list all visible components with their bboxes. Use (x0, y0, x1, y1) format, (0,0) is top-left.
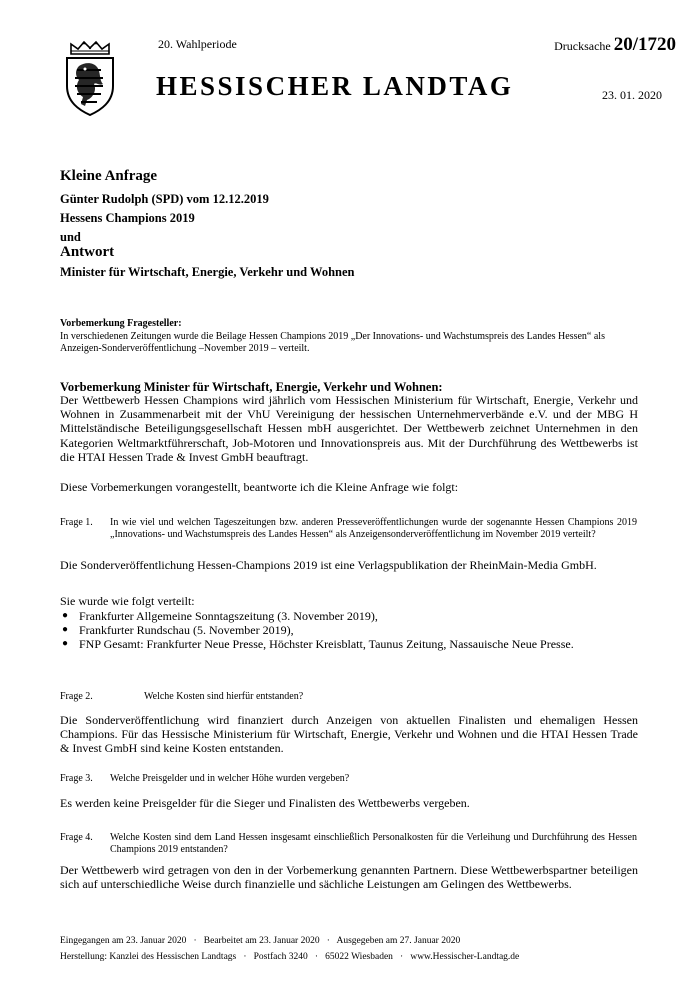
frage1-text: In wie viel und welchen Tageszeitungen bzw. anderen Presseveröffentlichungen wurde der sogenannte Hessen Champions 2019 „Innovations- und Wachstumspreis des Landes Hessen“ als Anzeigensonderveröffentlichung im November 2019 verteilt? (110, 517, 637, 540)
title-antwort: Antwort (60, 244, 115, 260)
frage1-answer: Die Sonderveröffentlichung Hessen-Champions 2019 ist eine Verlagspublikation der RheinMain-Media GmbH. (60, 558, 597, 572)
title-kleine-anfrage: Kleine Anfrage (60, 168, 158, 184)
title-minister: Minister für Wirtschaft, Energie, Verkehr und Wohnen (60, 265, 355, 279)
drucksache-label: Drucksache (554, 39, 611, 53)
vorbemerkung-fragesteller-heading: Vorbemerkung Fragesteller: (60, 318, 182, 329)
frage2-label: Frage 2. (60, 691, 93, 702)
title-subject: Hessens Champions 2019 (60, 211, 195, 225)
vorbemerkung-minister-heading: Vorbemerkung Minister für Wirtschaft, Energie, Verkehr und Wohnen: (60, 380, 443, 394)
list-item: ● Frankfurter Allgemeine Sonntagszeitung (3. November 2019), (62, 609, 378, 623)
frage1-answer-intro: Sie wurde wie folgt verteilt: (60, 594, 195, 608)
drucksache-num: 20/1720 (613, 34, 676, 55)
footer-dates: Eingegangen am 23. Januar 2020 · Bearbeitet am 23. Januar 2020 · Ausgegeben am 27. Januar 2020 (60, 936, 461, 946)
frage3-text: Welche Preisgelder und in welcher Höhe wurden vergeben? (110, 773, 350, 784)
hessen-coat-of-arms-icon (63, 40, 117, 116)
title-und: und (60, 230, 81, 244)
frage4-text: Welche Kosten sind dem Land Hessen insgesamt einschließlich Personalkosten für die Verleihung und Durchführung des Hessen Champions 2019 entstanden? (110, 832, 637, 855)
bullet-icon: ● (62, 610, 69, 621)
frage1-label: Frage 1. (60, 517, 93, 528)
frage4-label: Frage 4. (60, 832, 93, 843)
list-item: ● Frankfurter Rundschau (5. November 2019), (62, 623, 294, 638)
frage2-text: Welche Kosten sind hierfür entstanden? (144, 691, 304, 702)
document-masthead: HESSISCHER LANDTAG (156, 71, 514, 101)
intro-text: Diese Vorbemerkungen vorangestellt, beantworte ich die Kleine Anfrage wie folgt: (60, 480, 459, 494)
wahlperiode-label: 20. Wahlperiode (158, 37, 237, 51)
vorbemerkung-fragesteller-text: In verschiedenen Zeitungen wurde die Beilage Hessen Champions 2019 „Der Innovations- und Wachstumspreis des Landes Hessen“ als Anzeigen-Sonderveröffentlichung –November 2019 – verteilt. (60, 331, 605, 354)
bullet-icon: ● (62, 624, 69, 636)
frage2-answer: Die Sonderveröffentlichung wird finanziert durch Anzeigen von aktuellen Finalisten und ehemaligen Hessen Champions. Für das Hessische Ministerium für Wirtschaft, Energie, Verkehr und Wohnen und die HTAI Hessen Trade & Invest GmbH sind keine Kosten entstanden. (60, 713, 638, 756)
distribution-list (60, 609, 638, 652)
frage3-label: Frage 3. (60, 773, 93, 784)
title-author: Günter Rudolph (SPD) vom 12.12.2019 (60, 192, 269, 206)
footer-imprint: Herstellung: Kanzlei des Hessischen Landtags · Postfach 3240 · 65022 Wiesbaden · www.Hessischer-Landtag.de (60, 952, 520, 962)
bullet-icon: ● (62, 638, 69, 650)
vorbemerkung-minister-text: Der Wettbewerb Hessen Champions wird jährlich vom Hessischen Ministerium für Wirtschaft, Energie, Verkehr und Wohnen in Zusammenarbeit mit der VhU Vereinigung der hessischen Unternehmerverbände e.V. und der MBG H Mittelständische Beteiligungsgesellschaft Hessen mbH ausgerichtet. Der Wettbewerb zeichnet Unternehmen in den Kategorien Weltmarktführerschaft, Job-Motoren und Innovationspreis aus. Mit der Durchführung des Wettbewerbs ist die HTAI Hessen Trade & Invest GmbH beauftragt. (60, 393, 638, 464)
frage3-answer: Es werden keine Preisgelder für die Sieger und Finalisten des Wettbewerbs vergeben. (60, 796, 470, 810)
drucksache-number (554, 34, 676, 56)
list-item: ● FNP Gesamt: Frankfurter Neue Presse, Höchster Kreisblatt, Taunus Zeitung, Nassauische Neue Presse. (62, 637, 574, 652)
frage4-answer: Der Wettbewerb wird getragen von den in der Vorbemerkung genannten Partnern. Diese Wettbewerbspartner beteiligen sich auf unterschiedliche Weise durch finanzielle und sächliche Leistungen am Gelingen des Wettbewerbs. (60, 863, 638, 892)
document-date: 23. 01. 2020 (602, 88, 662, 102)
